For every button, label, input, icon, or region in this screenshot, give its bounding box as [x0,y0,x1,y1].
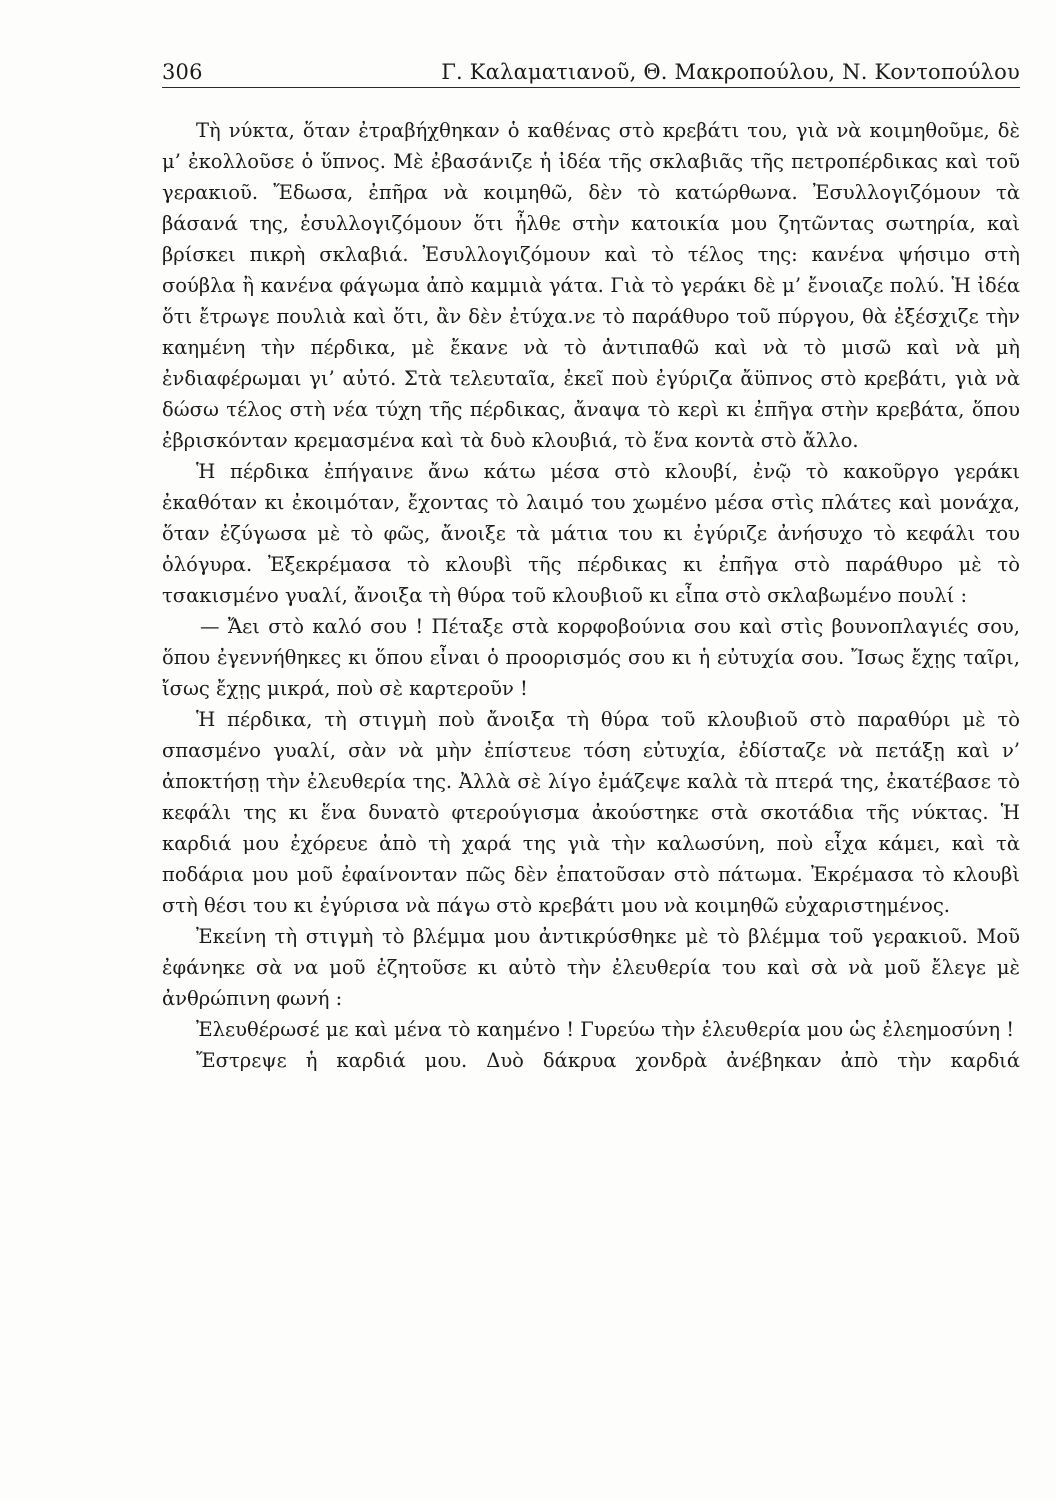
running-head-authors: Γ. Καλαματιανοῦ, Θ. Μακροπούλου, Ν. Κοντοπούλου [441,60,1020,84]
header-rule [162,87,1020,88]
paragraph-2: Ἡ πέρδικα ἐπήγαινε ἄνω κάτω μέσα στὸ κλουβί, ἐνῷ τὸ κακοῦργο γεράκι ἐκαθόταν κι ἐκοιμόταν, ἔχοντας τὸ λαιμό του χωμένο μέσα στὶς πλάτες καὶ μονάχα, ὅταν ἐζύγωσα μὲ τὸ φῶς, ἄνοιξε τὰ μάτια του κι ἐγύριζε ἀνήσυχο τὸ κεφάλι του ὁλόγυρα. Ἐξεκρέμασα τὸ κλουβὶ τῆς πέρδικας κι ἐπῆγα στὸ παράθυρο μὲ τὸ τσακισμένο γυαλί, ἄνοιξα τὴ θύρα τοῦ κλουβιοῦ κι εἶπα στὸ σκλαβωμένο πουλί : [162,460,1020,607]
paragraph-1: Τὴ νύκτα, ὅταν ἐτραβήχθηκαν ὁ καθένας στὸ κρεβάτι του, γιὰ νὰ κοιμηθοῦμε, δὲ μ’ ἐκολλοῦσε ὁ ὕπνος. Μὲ ἐβασάνιζε ἡ ἰδέα τῆς σκλαβιᾶς τῆς πετροπέρδικας καὶ τοῦ γερακιοῦ. Ἔδωσα, ἐπῆρα νὰ κοιμηθῶ, δὲν τὸ κατώρθωνα. Ἐσυλλογιζόμουν τὰ βάσανά της, ἐσυλλογιζόμουν ὅτι ἦλθε στὴν κατοικία μου ζητῶντας σωτηρία, καὶ βρίσκει πικρὴ σκλαβιά. Ἐσυλλογιζόμουν καὶ τὸ τέλος της: κανένα ψήσιμο στὴ σούβλα ἢ κανένα φάγωμα ἀπὸ καμμιὰ γάτα. Γιὰ τὸ γεράκι δὲ μ’ ἔνοιαζε πολύ. Ἡ ἰδέα ὅτι ἔτρωγε πουλιὰ καὶ ὅτι, ἂν δὲν ἐτύχα.νε τὸ παράθυρο τοῦ πύργου, θὰ ἐξέσχιζε τὴν καημένη τὴν πέρδικα, μὲ ἔκανε νὰ τὸ ἀντιπαθῶ καὶ νὰ τὸ μισῶ καὶ νὰ μὴ ἐνδιαφέρωμαι γι’ αὐτό. Στὰ τελευταῖα, ἐκεῖ ποὺ ἐγύριζα ἄϋπνος στὸ κρεβάτι, γιὰ νὰ δώσω τέλος στὴ νέα τύχη τῆς πέρδικας, ἄναψα τὸ κερὶ κι ἐπῆγα στὴν κρεβάτα, ὅπου ἐβρισκόνταν κρεμασμένα καὶ τὰ δυὸ κλουβιά, τὸ ἕνα κοντὰ στὸ ἄλλο. [162,119,1020,452]
page-number: 306 [162,60,203,84]
paragraph-6-dialogue: Ἐλευθέρωσέ με καὶ μένα τὸ καημένο ! Γυρεύω τὴν ἐλευθερία μου ὡς ἐλεημοσύνη ! [196,1018,1015,1041]
paragraph-4: Ἡ πέρδικα, τὴ στιγμὴ ποὺ ἄνοιξα τὴ θύρα τοῦ κλουβιοῦ στὸ παραθύρι μὲ τὸ σπασμένο γυαλί, σὰν νὰ μὴν ἐπίστευε τόση εὐτυχία, ἐδίσταζε νὰ πετάξῃ καὶ ν’ ἀποκτήσῃ τὴν ἐλευθερία της. Ἀλλὰ σὲ λίγο ἐμάζεψε καλὰ τὰ πτερά της, ἐκατέβασε τὸ κεφάλι της κι ἕνα δυνατὸ φτερούγισμα ἀκούστηκε στὰ σκοτάδια τῆς νύκτας. Ἡ καρδιά μου ἐχόρευε ἀπὸ τὴ χαρά της γιὰ τὴν καλωσύνη, ποὺ εἶχα κάμει, καὶ τὰ ποδάρια μου μοῦ ἐφαίνονταν πῶς δὲν ἐπατοῦσαν στὸ πάτωμα. Ἐκρέμασα τὸ κλουβὶ στὴ θέσι του κι ἐγύρισα νὰ πάγω στὸ κρεβάτι μου νὰ κοιμηθῶ εὐχαριστημένος. [162,708,1020,917]
paragraph-7: Ἔστρεψε ἡ καρδιά μου. Δυὸ δάκρυα χονδρὰ ἀνέβηκαν ἀπὸ τὴν καρδιά [196,1049,1020,1072]
paragraph-3-dialogue: — Ἄει στὸ καλό σου ! Πέταξε στὰ κορφοβούνια σου καὶ στὶς βουνοπλαγιές σου, ὅπου ἐγεννήθηκες κι ὅπου εἶναι ὁ προορισμός σου κι ἡ εὐτυχία σου. Ἴσως ἔχῃς ταῖρι, ἴσως ἔχῃς μικρά, ποὺ σὲ καρτεροῦν ! [162,615,1020,700]
running-head [162,48,1020,84]
paragraph-5: Ἐκείνη τὴ στιγμὴ τὸ βλέμμα μου ἀντικρύσθηκε μὲ τὸ βλέμμα τοῦ γερακιοῦ. Μοῦ ἐφάνηκε σὰ να μοῦ ἐζητοῦσε κι αὐτὸ τὴν ἐλευθερία του καὶ σὰ νὰ μοῦ ἔλεγε μὲ ἀνθρώπινη φωνή : [162,925,1020,1010]
body-text [162,115,1020,1076]
